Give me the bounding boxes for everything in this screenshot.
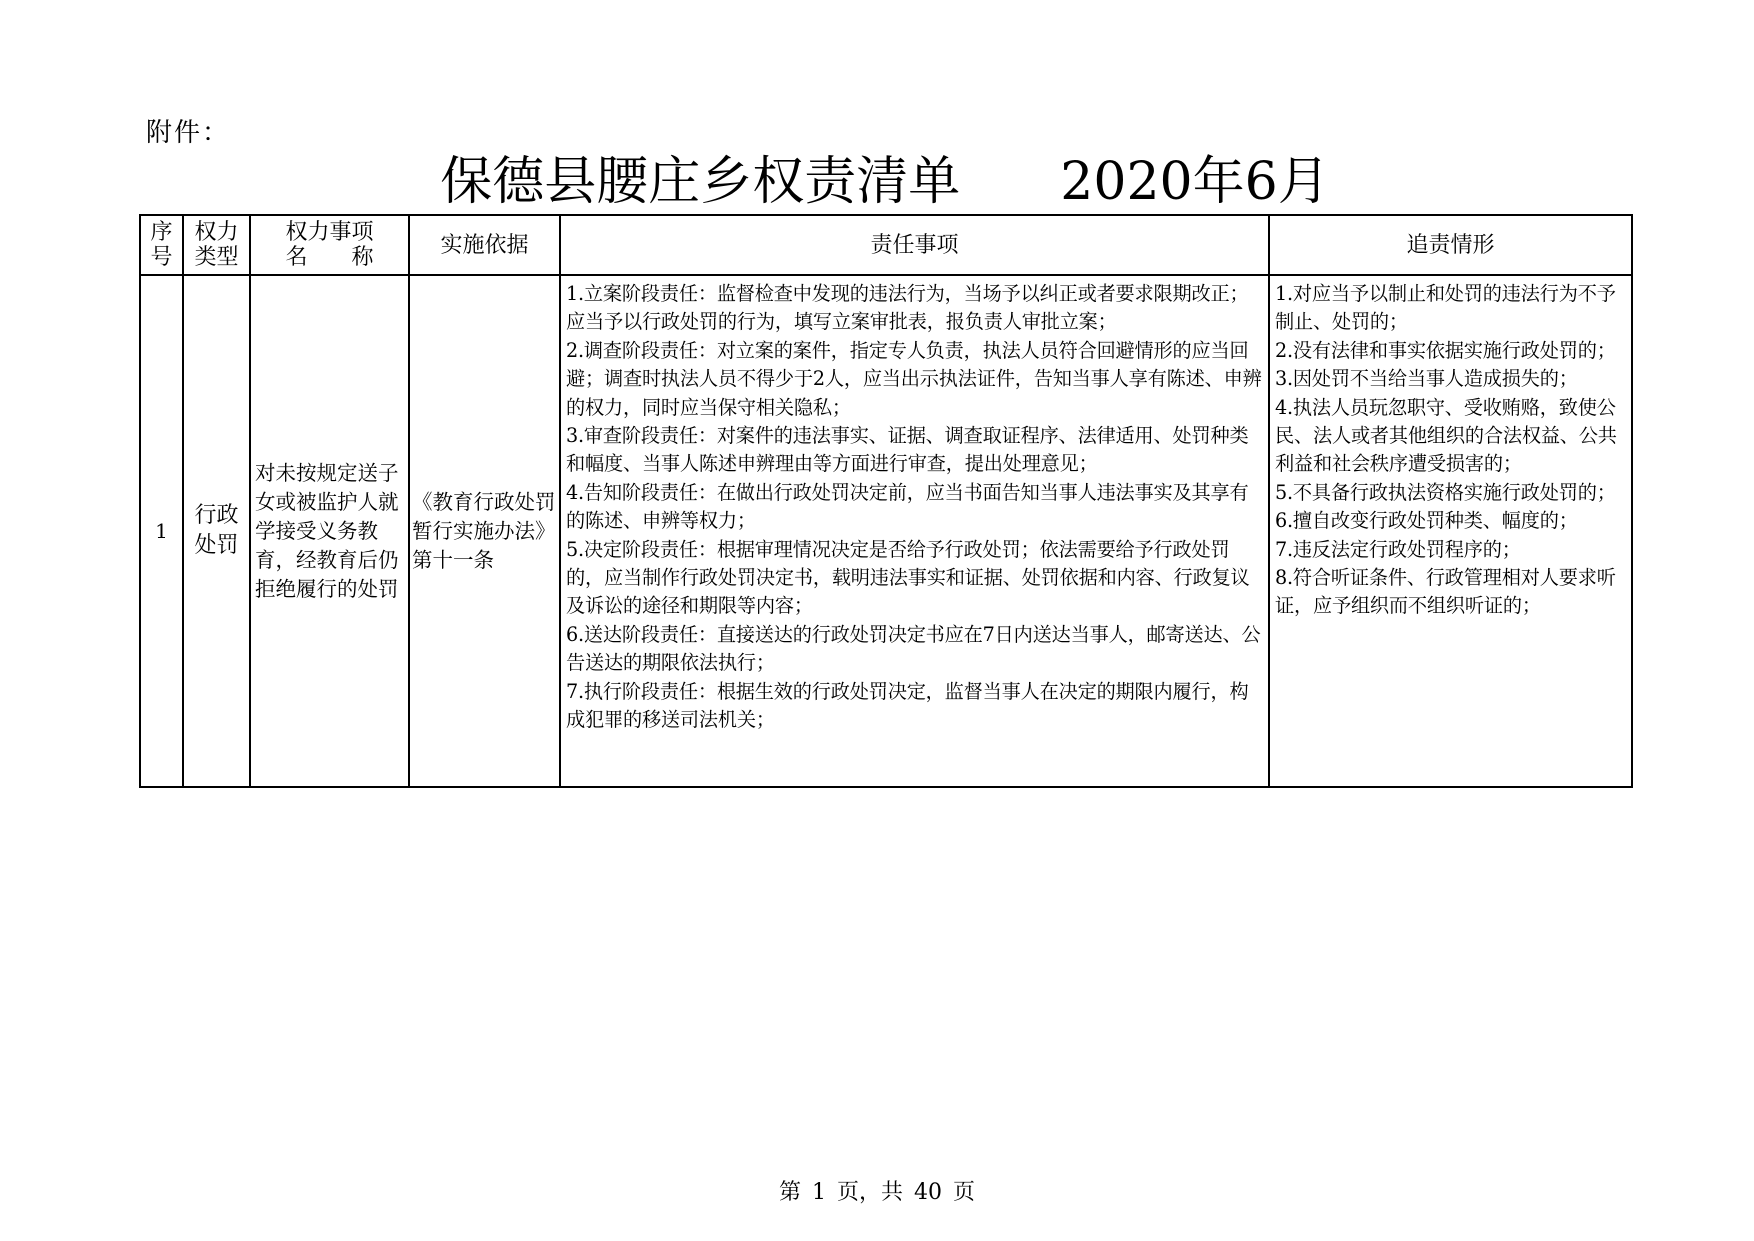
cell-seq: 1 — [140, 275, 183, 787]
table-row — [140, 275, 1632, 787]
accountability-item: 5.不具备行政执法资格实施行政处罚的； — [1275, 480, 1616, 504]
accountability-item: 6.擅自改变行政处罚种类、幅度的； — [1275, 509, 1578, 533]
cell-responsibilities — [560, 275, 1269, 787]
accountability-item: 4.执法人员玩忽职守、受收贿赂，致使公民、法人或者其他组织的合法权益、公共利益和社会秩序遭受损害的； — [1275, 395, 1617, 476]
responsibility-item: 1.立案阶段责任：监督检查中发现的违法行为，当场予以纠正或者要求限期改正；应当予以行政处罚的行为，填写立案审批表，报负责人审批立案； — [566, 282, 1249, 334]
page-title — [140, 150, 1630, 214]
footer-prefix: 第 — [778, 1180, 801, 1205]
responsibility-item: 4.告知阶段责任：在做出行政处罚决定前，应当书面告知当事人违法事实及其享有的陈述、申辨等权力； — [566, 480, 1249, 533]
header-responsibility: 责任事项 — [560, 215, 1269, 275]
footer-middle: 页，共 — [836, 1180, 903, 1205]
responsibility-item: 5.决定阶段责任：根据审理情况决定是否给予行政处罚；依法需要给予行政处罚的，应当制作行政处罚决定书，载明违法事实和证据、处罚依据和内容、行政复议及诉讼的途径和期限等内容； — [566, 537, 1250, 618]
attachment-label: 附件： — [146, 118, 231, 148]
responsibility-item: 7.执行阶段责任：根据生效的行政处罚决定，监督当事人在决定的期限内履行，构成犯罪的移送司法机关； — [566, 679, 1249, 732]
header-name: 权力事项 名 称 — [250, 215, 409, 275]
accountability-item: 8.符合听证条件、行政管理相对人要求听证，应予组织而不组织听证的； — [1275, 566, 1616, 618]
table-header-row — [140, 215, 1632, 275]
footer-suffix: 页 — [953, 1180, 976, 1205]
power-responsibility-table — [139, 214, 1633, 788]
responsibility-item: 6.送达阶段责任：直接送达的行政处罚决定书应在7日内送达当事人，邮寄送达、公告送达的期限依法执行； — [566, 622, 1261, 675]
footer-page-number: 1 — [811, 1180, 826, 1205]
accountability-item: 3.因处罚不当给当事人造成损失的； — [1275, 367, 1578, 391]
responsibility-item: 2.调查阶段责任：对立案的案件，指定专人负责，执法人员符合回避情形的应当回避；调查时执法人员不得少于2人，应当出示执法证件，告知当事人享有陈述、申辨的权力，同时应当保守相关隐私； — [566, 338, 1262, 419]
header-basis: 实施依据 — [409, 215, 560, 275]
accountability-item: 1.对应当予以制止和处罚的违法行为不予制止、处罚的； — [1275, 282, 1616, 334]
accountability-item: 7.违反法定行政处罚程序的； — [1275, 537, 1521, 561]
header-accountability: 追责情形 — [1269, 215, 1632, 275]
cell-power-name: 对未按规定送子女或被监护人就学接受义务教育，经教育后仍拒绝履行的处罚 — [250, 275, 409, 787]
header-type: 权力 类型 — [183, 215, 250, 275]
title-date: 2020年6月 — [1060, 152, 1330, 212]
cell-type: 行政 处罚 — [183, 275, 250, 787]
title-text: 保德县腰庄乡权责清单 — [440, 152, 961, 212]
cell-accountabilities — [1269, 275, 1632, 787]
responsibility-item: 3.审查阶段责任：对案件的违法事实、证据、调查取证程序、法律适用、处罚种类和幅度、当事人陈述申辨理由等方面进行审查，提出处理意见； — [566, 424, 1249, 476]
accountability-item: 2.没有法律和事实依据实施行政处罚的； — [1275, 338, 1616, 362]
header-seq: 序 号 — [140, 215, 183, 275]
cell-basis: 《教育行政处罚暂行实施办法》第十一条 — [409, 275, 560, 787]
page-footer — [0, 1175, 1754, 1206]
footer-total-pages: 40 — [914, 1180, 942, 1205]
